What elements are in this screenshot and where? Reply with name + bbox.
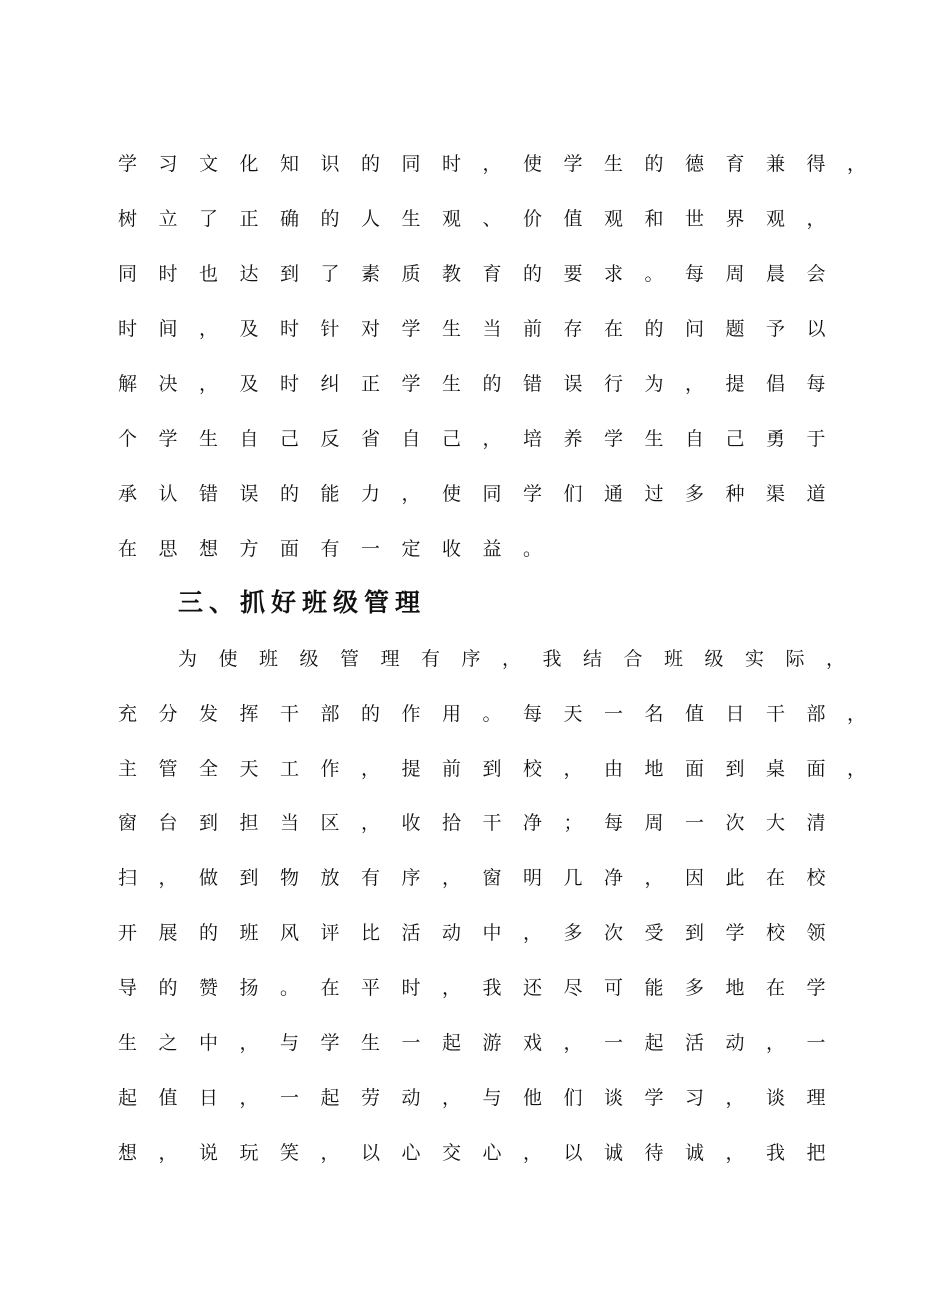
paragraph-line: 想 ， 说 玩 笑 ， 以 心 交 心 ， 以 诚 待 诚 ， 我 把 [118, 1142, 826, 1164]
paragraph-line: 树 立 了 正 确 的 人 生 观 、 价 值 观 和 世 界 观 ， [118, 208, 826, 230]
paragraph-line: 学 习 文 化 知 识 的 同 时 ， 使 学 生 的 德 育 兼 得 ， [118, 153, 867, 175]
paragraph-line: 为 使 班 级 管 理 有 序 ， 我 结 合 班 级 实 际 ， [178, 648, 846, 670]
paragraph-line: 开 展 的 班 风 评 比 活 动 中 ， 多 次 受 到 学 校 领 [118, 922, 826, 944]
paragraph-line: 时 间 ， 及 时 针 对 学 生 当 前 存 在 的 问 题 予 以 [118, 318, 826, 340]
paragraph-line: 主 管 全 天 工 作 ， 提 前 到 校 ， 由 地 面 到 桌 面 ， [118, 758, 867, 780]
paragraph-line: 在 思 想 方 面 有 一 定 收 益 。 [118, 538, 543, 560]
paragraph-line: 充 分 发 挥 干 部 的 作 用 。 每 天 一 名 值 日 干 部 ， [118, 703, 867, 725]
paragraph-line: 解 决 ， 及 时 纠 正 学 生 的 错 误 行 为 ， 提 倡 每 [118, 373, 826, 395]
paragraph-line: 导 的 赞 扬 。 在 平 时 ， 我 还 尽 可 能 多 地 在 学 [118, 977, 826, 999]
section-heading: 三 、 抓 好 班 级 管 理 [178, 588, 421, 617]
paragraph-line: 个 学 生 自 己 反 省 自 己 ， 培 养 学 生 自 己 勇 于 [118, 428, 826, 450]
paragraph-line: 承 认 错 误 的 能 力 ， 使 同 学 们 通 过 多 种 渠 道 [118, 483, 826, 505]
paragraph-line: 扫 ， 做 到 物 放 有 序 ， 窗 明 几 净 ， 因 此 在 校 [118, 867, 826, 889]
paragraph-line: 生 之 中 ， 与 学 生 一 起 游 戏 ， 一 起 活 动 ， 一 [118, 1032, 826, 1054]
paragraph-line: 起 值 日 ， 一 起 劳 动 ， 与 他 们 谈 学 习 ， 谈 理 [118, 1087, 826, 1109]
paragraph-line: 同 时 也 达 到 了 素 质 教 育 的 要 求 。 每 周 晨 会 [118, 263, 826, 285]
paragraph-line: 窗 台 到 担 当 区 ， 收 拾 干 净 ； 每 周 一 次 大 清 [118, 812, 826, 834]
